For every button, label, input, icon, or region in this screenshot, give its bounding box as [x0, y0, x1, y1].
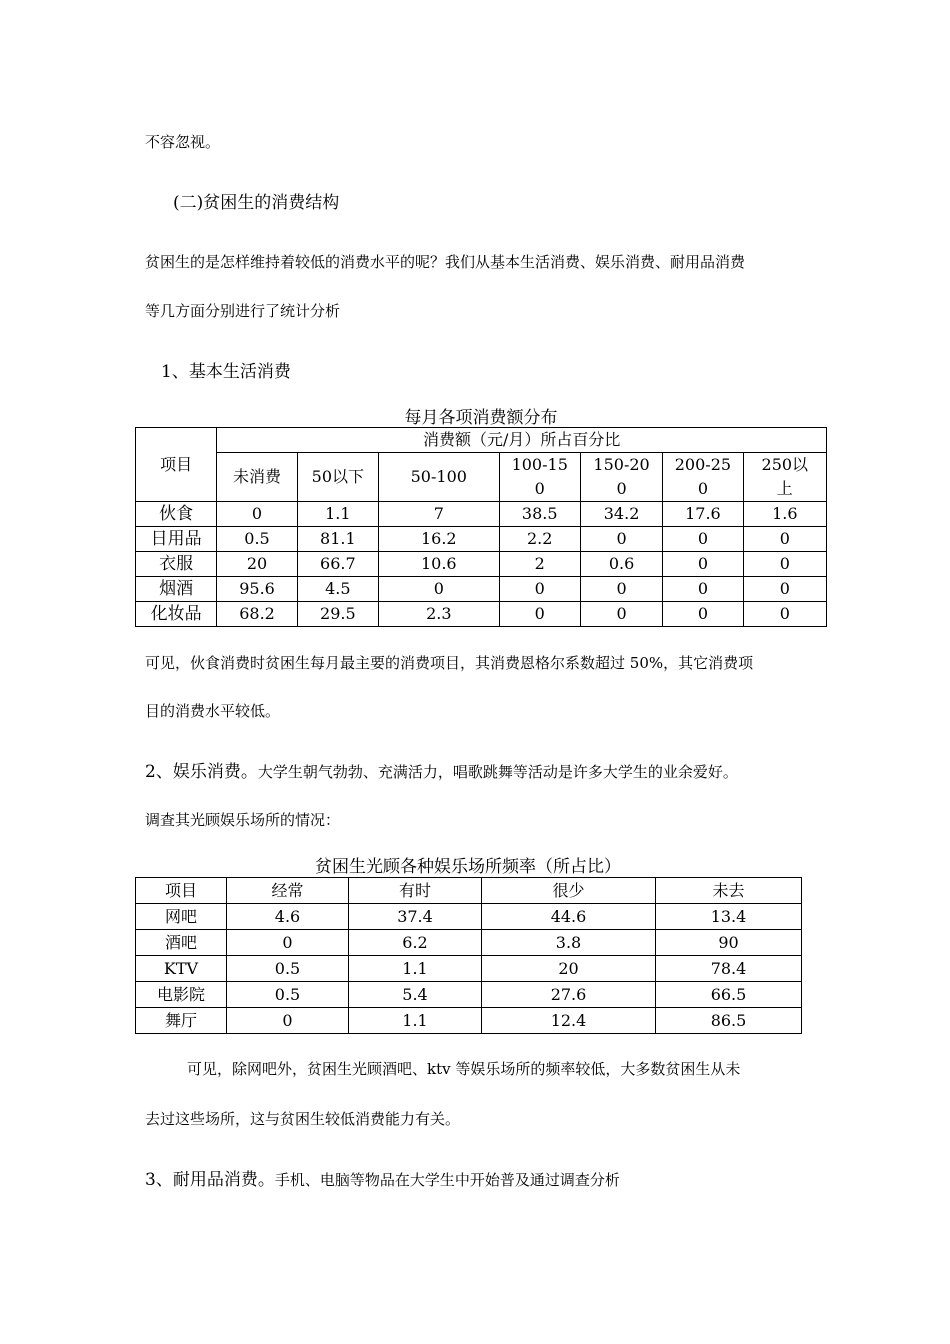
table-1-caption: 每月各项消费额分布 [404, 408, 558, 428]
consumption-distribution-table [135, 427, 827, 627]
intro-paragraph-line-1: 贫困生的是怎样维持着较低的消费水平的呢？我们从基本生活消费、娱乐消费、耐用品消费 [145, 253, 746, 271]
conclusion-2-line-1: 可见，除网吧外，贫困生光顾酒吧、ktv 等娱乐场所的频率较低，大多数贫困生从未 [187, 1060, 741, 1078]
conclusion-2-line-2: 去过这些场所，这与贫困生较低消费能力有关。 [145, 1110, 461, 1128]
table-1-col-header [663, 453, 743, 502]
entertainment-frequency-table [135, 877, 802, 1034]
conclusion-1-line-2: 目的消费水平较低。 [145, 702, 281, 720]
table-2-caption: 贫困生光顾各种娱乐场所频率（所占比） [315, 857, 621, 877]
table-cell: 68.2 [217, 602, 297, 627]
table-1-col-header-text: 上 [776, 479, 793, 498]
table-cell: 17.6 [663, 502, 743, 527]
table-cell: 27.6 [482, 982, 656, 1008]
table-cell: 78.4 [656, 956, 802, 982]
table-cell: 34.2 [580, 502, 662, 527]
table-cell: 1.1 [297, 502, 378, 527]
table-cell: 13.4 [656, 904, 802, 930]
row-label: 伙食 [136, 502, 217, 527]
table-cell: 37.4 [349, 904, 482, 930]
table-cell: 6.2 [349, 930, 482, 956]
table-cell: 81.1 [297, 527, 378, 552]
table-cell: 0 [217, 502, 297, 527]
table-cell: 5.4 [349, 982, 482, 1008]
table-row [136, 1008, 802, 1034]
table-1-col-header-text: 250以 [761, 455, 809, 474]
table-1-col-header [297, 453, 378, 502]
row-label: KTV [136, 956, 227, 982]
subsection-2-text: 大学生朝气勃勃、充满活力，唱歌跳舞等活动是许多大学生的业余爱好。 [257, 763, 738, 781]
table-1-item-header: 项目 [136, 428, 217, 502]
table-2-col-header: 未去 [656, 878, 802, 904]
table-cell: 10.6 [379, 552, 500, 577]
table-cell: 4.6 [227, 904, 349, 930]
table-1-col-header-text: 50-100 [410, 467, 467, 486]
table-cell: 0.6 [580, 552, 662, 577]
subsection-heading-3: 3、耐用品消费。 [145, 1170, 275, 1190]
table-2-col-header: 有时 [349, 878, 482, 904]
table-1-col-header-text: 未消费 [233, 467, 282, 486]
row-label: 烟酒 [136, 577, 217, 602]
table-row [136, 602, 827, 627]
table-1-col-header-text: 200-25 [674, 455, 732, 474]
table-cell: 0.5 [217, 527, 297, 552]
table-cell: 0 [499, 602, 580, 627]
paragraph-fragment: 不容忽视。 [145, 133, 221, 151]
table-cell: 0 [227, 930, 349, 956]
table-cell: 0 [499, 577, 580, 602]
table-cell: 3.8 [482, 930, 656, 956]
table-cell: 0 [663, 552, 743, 577]
table-cell: 12.4 [482, 1008, 656, 1034]
table-cell: 16.2 [379, 527, 500, 552]
table-cell: 20 [482, 956, 656, 982]
table-1-col-header-text: 0 [534, 479, 545, 498]
table-cell: 66.7 [297, 552, 378, 577]
row-label: 化妆品 [136, 602, 217, 627]
table-cell: 86.5 [656, 1008, 802, 1034]
table-cell: 0 [580, 577, 662, 602]
table-row [136, 982, 802, 1008]
table-1-col-header [580, 453, 662, 502]
table-cell: 0 [743, 577, 826, 602]
row-label: 电影院 [136, 982, 227, 1008]
table-cell: 0 [743, 527, 826, 552]
subsection-heading-2: 2、娱乐消费。 [145, 762, 258, 782]
table-cell: 95.6 [217, 577, 297, 602]
table-1-col-header-text: 100-15 [511, 455, 568, 474]
row-label: 日用品 [136, 527, 217, 552]
table-1-col-header [217, 453, 297, 502]
table-row [136, 552, 827, 577]
table-cell: 7 [379, 502, 500, 527]
table-cell: 0 [663, 527, 743, 552]
table-cell: 0 [663, 602, 743, 627]
table-2-col-header: 项目 [136, 878, 227, 904]
table-cell: 66.5 [656, 982, 802, 1008]
table-cell: 2 [499, 552, 580, 577]
table-cell: 1.6 [743, 502, 826, 527]
table-cell: 0 [663, 577, 743, 602]
table-2-header-row [136, 878, 802, 904]
table-cell: 38.5 [499, 502, 580, 527]
table-1-group-header: 消费额（元/月）所占百分比 [217, 428, 827, 453]
table-1-col-header-text: 0 [697, 479, 708, 498]
table-cell: 2.2 [499, 527, 580, 552]
table-cell: 1.1 [349, 1008, 482, 1034]
table-cell: 44.6 [482, 904, 656, 930]
table-cell: 0 [743, 602, 826, 627]
row-label: 酒吧 [136, 930, 227, 956]
table-cell: 0 [580, 527, 662, 552]
table-1-col-header [379, 453, 500, 502]
table-row [136, 930, 802, 956]
table-1-col-header-text: 0 [616, 479, 627, 498]
table-cell: 90 [656, 930, 802, 956]
subsection-2 [145, 757, 738, 782]
table-cell: 0 [580, 602, 662, 627]
row-label: 舞厅 [136, 1008, 227, 1034]
table-cell: 20 [217, 552, 297, 577]
table-1-col-header-text: 150-20 [593, 455, 650, 474]
table-cell: 29.5 [297, 602, 378, 627]
intro-paragraph-line-2: 等几方面分别进行了统计分析 [145, 302, 341, 320]
table-row [136, 502, 827, 527]
row-label: 网吧 [136, 904, 227, 930]
table-1-col-header [499, 453, 580, 502]
row-label: 衣服 [136, 552, 217, 577]
subsection-3 [145, 1165, 620, 1190]
table-row [136, 904, 802, 930]
table-cell: 0 [379, 577, 500, 602]
subsection-3-text: 手机、电脑等物品在大学生中开始普及通过调查分析 [274, 1171, 620, 1189]
table-cell: 1.1 [349, 956, 482, 982]
section-heading: (二)贫困生的消费结构 [173, 193, 340, 213]
table-cell: 4.5 [297, 577, 378, 602]
table-2-col-header: 很少 [482, 878, 656, 904]
table-1-col-header-text: 50以下 [311, 467, 365, 486]
subsection-heading-1: 1、基本生活消费 [161, 362, 291, 382]
conclusion-1-line-1: 可见，伙食消费时贫困生每月最主要的消费项目，其消费恩格尔系数超过 50%，其它消费项 [145, 654, 754, 672]
table-cell: 0 [227, 1008, 349, 1034]
table-cell: 2.3 [379, 602, 500, 627]
table-cell: 0.5 [227, 982, 349, 1008]
table-1-col-header [743, 453, 826, 502]
table-row [136, 577, 827, 602]
table-row [136, 956, 802, 982]
table-1-header-row [136, 453, 827, 502]
table-cell: 0.5 [227, 956, 349, 982]
table-2-col-header: 经常 [227, 878, 349, 904]
table-row [136, 527, 827, 552]
table-cell: 0 [743, 552, 826, 577]
subsection-2-line-2: 调查其光顾娱乐场所的情况： [145, 811, 341, 829]
